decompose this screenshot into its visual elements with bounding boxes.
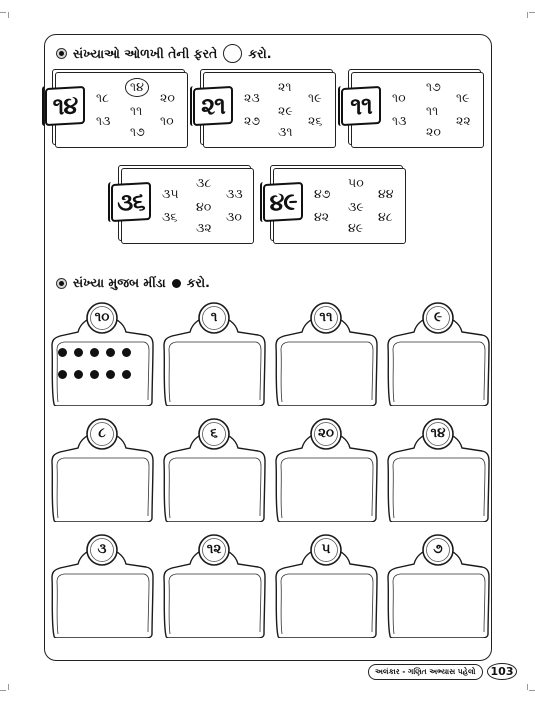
option-number[interactable]: ૪૭ (314, 186, 331, 201)
option-number[interactable]: ૧૧ (130, 103, 143, 118)
crop-mark (529, 12, 535, 13)
section-1-instruction-end: કરો. (248, 45, 272, 61)
number-tag[interactable] (272, 534, 380, 638)
option-number[interactable]: ૧૩ (96, 113, 111, 128)
target-number: ૧૧ (341, 86, 381, 126)
option-number[interactable]: ૧૮ (96, 90, 110, 105)
section-1-instruction: સંખ્યાઓ ઓળખી તેની ફરતે (73, 45, 218, 61)
option-number[interactable]: ૩૫ (162, 186, 179, 201)
crop-mark (0, 690, 6, 691)
option-number[interactable]: ૩૧ (278, 124, 293, 139)
crop-mark (527, 12, 528, 18)
option-number[interactable]: ૨૭ (244, 113, 261, 128)
option-number[interactable]: ૪૨ (314, 209, 330, 224)
number-tag[interactable] (160, 418, 268, 522)
option-number[interactable]: ૧૩ (392, 113, 407, 128)
number-tag[interactable] (272, 418, 380, 522)
tag-number: ૭ (433, 541, 443, 557)
number-tag[interactable] (48, 302, 156, 406)
number-card (348, 69, 484, 147)
dot (74, 348, 83, 357)
option-number[interactable]: ૨૦ (426, 124, 441, 139)
crop-mark (8, 684, 9, 690)
dot (106, 348, 115, 357)
crop-mark (527, 684, 528, 690)
option-number[interactable]: ૧૭ (130, 124, 145, 139)
section-2-instruction-end: કરો. (186, 275, 210, 290)
number-tag[interactable] (384, 534, 492, 638)
number-tag[interactable] (48, 534, 156, 638)
section-1-heading (56, 44, 272, 63)
option-number[interactable]: ૨૬ (308, 113, 323, 128)
crop-mark (8, 12, 9, 18)
option-number[interactable]: ૨૨ (456, 113, 471, 128)
option-number[interactable]: ૩૦ (226, 209, 242, 224)
crop-mark (0, 12, 6, 13)
circle-symbol-icon (223, 44, 242, 63)
option-number[interactable]: ૪૮ (378, 209, 393, 224)
tag-number: ૩ (97, 541, 107, 557)
number-tag[interactable] (160, 302, 268, 406)
section-2-heading (56, 275, 210, 291)
target-number: ૧૪ (45, 86, 85, 126)
number-tag[interactable] (384, 302, 492, 406)
tag-number: ૯ (434, 309, 442, 325)
tag-number: ૧૦ (94, 309, 110, 325)
target-number: ૨૧ (193, 86, 233, 126)
dot (106, 370, 115, 379)
option-number[interactable]: ૨૯ (278, 103, 293, 118)
option-number[interactable]: ૩૮ (196, 175, 212, 190)
option-number[interactable]: ૧૦ (160, 113, 174, 128)
option-number[interactable]: ૩૩ (226, 186, 243, 201)
option-number[interactable]: ૩૬ (162, 209, 178, 224)
tag-number: ૧૨ (206, 541, 222, 557)
dot (58, 348, 67, 357)
tag-number: ૮ (98, 425, 106, 441)
tag-number: ૧૧ (319, 309, 333, 325)
option-number[interactable]: ૪૯ (348, 220, 364, 235)
number-card (52, 69, 188, 147)
option-number[interactable]: ૧૦ (392, 90, 406, 105)
number-card (270, 165, 406, 243)
tag-number: ૬ (210, 425, 218, 441)
option-number[interactable]: ૧૧ (426, 103, 439, 118)
number-tag[interactable] (160, 534, 268, 638)
option-number[interactable]: ૧૪ (125, 78, 149, 97)
number-card (200, 69, 336, 147)
target-number: ૩૬ (111, 182, 151, 222)
dot (74, 370, 83, 379)
option-number[interactable]: ૩૯ (348, 199, 364, 214)
dot (58, 370, 67, 379)
bullet-icon (56, 278, 67, 289)
section-2-instruction: સંખ્યા મુજબ મીંડા (73, 275, 166, 290)
dot (90, 370, 99, 379)
dot (122, 348, 131, 357)
tag-number: ૧૪ (430, 425, 446, 441)
number-tag[interactable] (384, 418, 492, 522)
crop-mark (529, 690, 535, 691)
book-title: અલંકાર - ગણિત અભ્યાસ પહેલો (368, 664, 483, 680)
dot (90, 348, 99, 357)
option-number[interactable]: ૧૭ (426, 79, 441, 94)
option-number[interactable]: ૨૦ (160, 90, 175, 105)
number-tag[interactable] (48, 418, 156, 522)
option-number[interactable]: ૧૯ (308, 90, 322, 105)
example-dots (58, 348, 142, 379)
option-number[interactable]: ૪૦ (196, 199, 212, 214)
option-number[interactable]: ૨૩ (244, 90, 260, 105)
option-number[interactable]: ૧૯ (456, 90, 470, 105)
tag-number: ૨૦ (317, 425, 335, 441)
tag-number: ૧ (210, 309, 218, 325)
option-number[interactable]: ૩૨ (196, 220, 212, 235)
bullet-icon (56, 48, 67, 59)
option-number[interactable]: ૪૪ (378, 186, 394, 201)
number-tag[interactable] (272, 302, 380, 406)
number-card (118, 165, 254, 243)
option-number[interactable]: ૨૧ (278, 79, 292, 94)
page-footer (368, 663, 517, 680)
tag-number: ૫ (321, 541, 331, 557)
dot-symbol-icon (172, 279, 181, 288)
target-number: ૪૯ (263, 182, 303, 222)
page-number: 103 (487, 663, 518, 680)
dot (122, 370, 131, 379)
option-number[interactable]: ૫૦ (348, 175, 364, 190)
